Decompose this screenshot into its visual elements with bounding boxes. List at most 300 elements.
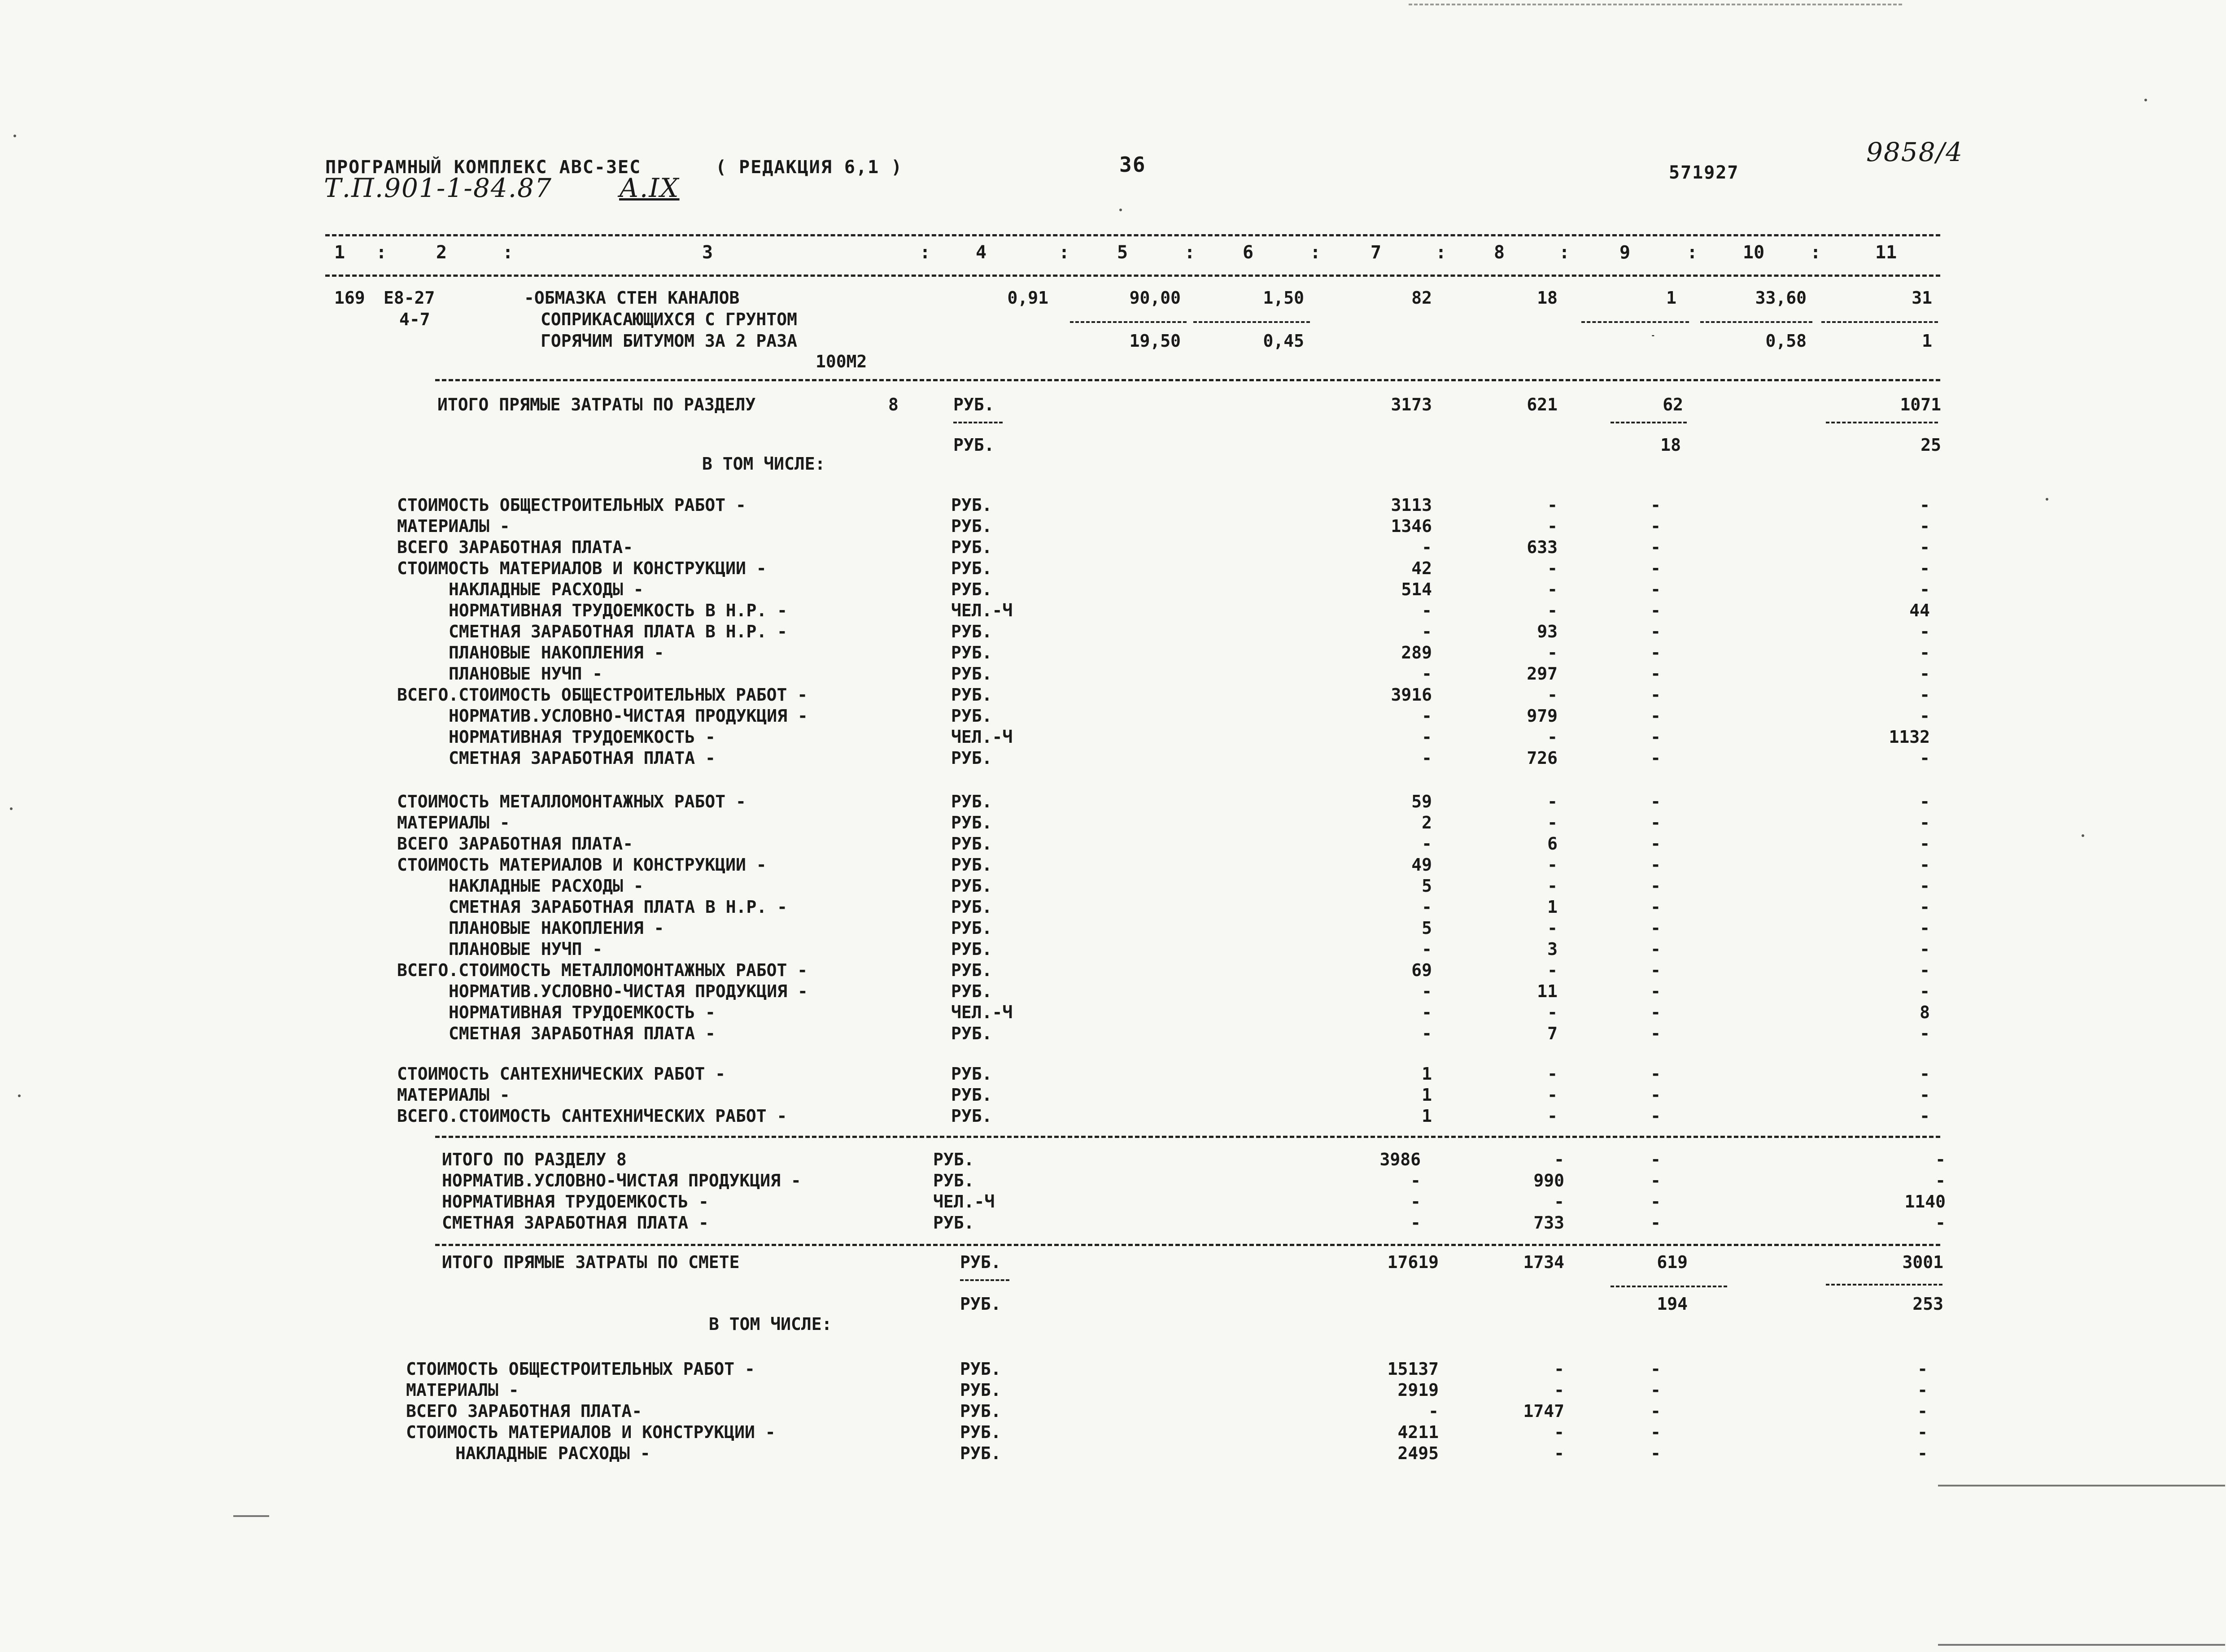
row-unit: РУБ. [951, 981, 992, 1001]
row-col9: - [1650, 1192, 1661, 1212]
breakdown-row [0, 1106, 2226, 1127]
row-col7: 3986 [1379, 1150, 1421, 1169]
row-col8: - [1547, 685, 1558, 705]
breakdown-row [0, 685, 2226, 706]
estimate-col9: 619 [1657, 1252, 1688, 1272]
handwritten-reference: 9858/4 [1866, 137, 1964, 167]
column-separator: : [502, 242, 514, 263]
row-unit: РУБ. [951, 643, 992, 663]
row-col11: - [1935, 1171, 1946, 1190]
row-label: ВСЕГО ЗАРАБОТНАЯ ПЛАТА- [397, 834, 633, 854]
unit: РУБ. [960, 1294, 1001, 1314]
column-separator: : [1810, 242, 1821, 263]
row-col8: - [1547, 727, 1558, 747]
row-unit: РУБ. [951, 876, 992, 896]
row-col7: - [1422, 981, 1432, 1001]
row-col7: 2919 [1397, 1380, 1439, 1400]
row-col11: - [1920, 897, 1930, 917]
row-col9: - [1650, 580, 1661, 599]
row-col7: 5 [1422, 918, 1432, 938]
row-unit: РУБ. [951, 622, 992, 641]
breakdown-row [0, 1003, 2226, 1024]
cell-underline [1611, 1286, 1727, 1287]
row-col11: - [1920, 558, 1930, 578]
row-col9: - [1650, 897, 1661, 917]
row-col11: - [1917, 1422, 1928, 1442]
row-col7: - [1422, 622, 1432, 641]
breakdown-row [0, 516, 2226, 537]
row-label: НОРМАТИВ.УСЛОВНО-ЧИСТАЯ ПРОДУКЦИЯ - [449, 981, 808, 1001]
row-col8: - [1554, 1192, 1564, 1212]
row-col7: 1 [1422, 1085, 1432, 1105]
item-row [0, 288, 2226, 309]
row-col7: - [1422, 1024, 1432, 1043]
item-code: Е8-27 [384, 288, 435, 308]
row-col8: - [1547, 792, 1558, 811]
row-col11: - [1920, 1024, 1930, 1043]
section-total-row-2 [0, 435, 2226, 456]
column-number: 4 [976, 242, 987, 263]
estimate-col7: 17619 [1387, 1252, 1439, 1272]
row-col9: - [1650, 834, 1661, 854]
row-label: СМЕТНАЯ ЗАРАБОТНАЯ ПЛАТА В Н.Р. - [449, 622, 787, 641]
row-col9: - [1650, 495, 1661, 515]
row-col9: - [1650, 1213, 1661, 1233]
dash: - [1651, 331, 1655, 340]
row-col9: - [1650, 813, 1661, 833]
page-number: 36 [1119, 153, 1146, 177]
row-unit: РУБ. [951, 897, 992, 917]
row-label: СМЕТНАЯ ЗАРАБОТНАЯ ПЛАТА - [449, 1024, 716, 1043]
row-unit: РУБ. [951, 813, 992, 833]
row-col7: - [1410, 1171, 1421, 1190]
row-col8: - [1554, 1359, 1564, 1379]
row-col11: - [1917, 1443, 1928, 1463]
breakdown-row [0, 918, 2226, 939]
breakdown-row [0, 897, 2226, 918]
row-col11: - [1920, 1106, 1930, 1126]
cell-underline [1826, 1284, 1942, 1286]
total-col9-wage: 18 [1660, 435, 1681, 455]
row-unit: РУБ. [960, 1380, 1001, 1400]
row-col11: - [1920, 1064, 1930, 1084]
row-unit: РУБ. [951, 516, 992, 536]
breakdown-row [0, 495, 2226, 516]
row-col8: - [1547, 495, 1558, 515]
estimate-col11: 3001 [1902, 1252, 1943, 1272]
row-col11: - [1920, 643, 1930, 663]
row-unit: РУБ. [951, 580, 992, 599]
row-unit: РУБ. [951, 855, 992, 875]
row-col8: 979 [1527, 706, 1558, 726]
section-total-label: ИТОГО ПРЯМЫЕ ЗАТРАТЫ ПО РАЗДЕЛУ [437, 395, 756, 414]
row-col11: - [1920, 537, 1930, 557]
item-cost-col8: 18 [1537, 288, 1558, 308]
row-col11: 8 [1920, 1003, 1930, 1022]
item-quantity: 0,91 [1007, 288, 1048, 308]
row-col9: - [1650, 918, 1661, 938]
row-col8: 633 [1527, 537, 1558, 557]
item-wage-col5: 19,50 [1129, 331, 1181, 351]
item-wage-col6: 0,45 [1263, 331, 1304, 351]
row-col11: - [1920, 813, 1930, 833]
scan-artifact [1938, 1485, 2225, 1486]
row-col11: 1132 [1889, 727, 1930, 747]
breakdown-row [0, 558, 2226, 580]
row-label: ВСЕГО.СТОИМОСТЬ САНТЕХНИЧЕСКИХ РАБОТ - [397, 1106, 787, 1126]
row-label: НОРМАТИВНАЯ ТРУДОЕМКОСТЬ - [442, 1192, 709, 1212]
row-col7: 3916 [1391, 685, 1432, 705]
breakdown-row [0, 834, 2226, 855]
column-number: 10 [1743, 242, 1765, 263]
row-col9: - [1650, 516, 1661, 536]
row-unit: РУБ. [951, 1085, 992, 1105]
row-col8: 726 [1527, 748, 1558, 768]
section-summary-rule [435, 1136, 1940, 1138]
row-col11: - [1920, 685, 1930, 705]
breakdown-row [0, 1213, 2226, 1234]
item-description: -ОБМАЗКА СТЕН КАНАЛОВ [524, 288, 740, 308]
row-col11: - [1920, 516, 1930, 536]
row-col7: - [1422, 664, 1432, 684]
row-col8: - [1547, 1064, 1558, 1084]
row-unit: РУБ. [951, 537, 992, 557]
breakdown-row [0, 792, 2226, 813]
row-unit: РУБ. [960, 1359, 1001, 1379]
row-col7: 5 [1422, 876, 1432, 896]
row-col9: - [1650, 622, 1661, 641]
item-cost-col6: 1,50 [1263, 288, 1304, 308]
unit: РУБ. [960, 1252, 1001, 1272]
breakdown-row [0, 727, 2226, 748]
item-cost-col5: 90,00 [1129, 288, 1181, 308]
row-label: НОРМАТИВ.УСЛОВНО-ЧИСТАЯ ПРОДУКЦИЯ - [442, 1171, 801, 1190]
row-col9: - [1650, 792, 1661, 811]
column-separator: : [376, 242, 387, 263]
breakdown-row [0, 1064, 2226, 1085]
row-col8: - [1547, 813, 1558, 833]
row-col11: - [1920, 580, 1930, 599]
document-code: 571927 [1669, 162, 1739, 183]
header-rule-bottom [325, 275, 1940, 277]
row-label: ВСЕГО.СТОИМОСТЬ ОБЩЕСТРОИТЕЛЬНЫХ РАБОТ - [397, 685, 808, 705]
item-cost-col11: 31 [1912, 288, 1932, 308]
breakdown-row [0, 580, 2226, 601]
row-col8: - [1547, 918, 1558, 938]
item-number: 169 [334, 288, 365, 308]
row-label: СТОИМОСТЬ ОБЩЕСТРОИТЕЛЬНЫХ РАБОТ - [406, 1359, 755, 1379]
breakdown-row [0, 537, 2226, 558]
row-col11: - [1920, 622, 1930, 641]
total-col8: 621 [1527, 395, 1558, 414]
row-col11: - [1920, 495, 1930, 515]
row-col8: - [1547, 1085, 1558, 1105]
item-unit-row [0, 352, 2226, 373]
row-col11: - [1920, 1085, 1930, 1105]
row-col8: - [1554, 1380, 1564, 1400]
column-separator: : [1310, 242, 1321, 263]
row-col9: - [1650, 1422, 1661, 1442]
column-separator: : [1436, 242, 1447, 263]
row-col8: - [1554, 1150, 1564, 1169]
total-col7: 3173 [1391, 395, 1432, 414]
row-unit: РУБ. [933, 1150, 974, 1169]
row-unit: РУБ. [951, 685, 992, 705]
row-col9: - [1650, 981, 1661, 1001]
row-label: МАТЕРИАЛЫ - [397, 1085, 510, 1105]
row-col9: - [1650, 1401, 1661, 1421]
row-col11: - [1917, 1380, 1928, 1400]
row-col7: 514 [1401, 580, 1432, 599]
row-unit: РУБ. [951, 792, 992, 811]
row-col8: - [1547, 960, 1558, 980]
estimate-total-row [0, 1252, 2226, 1273]
row-col11: - [1920, 960, 1930, 980]
estimate-rule [435, 1244, 1940, 1246]
scan-speck [2082, 834, 2084, 837]
row-col9: - [1650, 1150, 1661, 1169]
breakdown-row [0, 1150, 2226, 1171]
cell-underline [1611, 422, 1687, 423]
total-col9: 62 [1663, 395, 1683, 414]
estimate-col9-wage: 194 [1657, 1294, 1688, 1314]
scan-speck [2046, 498, 2048, 501]
scan-speck [13, 135, 16, 137]
scan-speck [10, 807, 13, 810]
section-rule [435, 379, 1940, 381]
row-col11: 44 [1909, 601, 1930, 620]
column-separator: : [1687, 242, 1698, 263]
row-col8: - [1547, 876, 1558, 896]
row-unit: РУБ. [951, 939, 992, 959]
row-label: МАТЕРИАЛЫ - [406, 1380, 519, 1400]
row-col11: - [1920, 918, 1930, 938]
row-col9: - [1650, 537, 1661, 557]
row-label: НАКЛАДНЫЕ РАСХОДЫ - [449, 876, 644, 896]
breakdown-row [0, 855, 2226, 876]
row-col7: 2495 [1397, 1443, 1439, 1463]
breakdown-row [0, 706, 2226, 727]
row-col9: - [1650, 1003, 1661, 1022]
row-label: ВСЕГО ЗАРАБОТНАЯ ПЛАТА- [406, 1401, 642, 1421]
item-description: СОПРИКАСАЮЩИХСЯ С ГРУНТОМ [541, 309, 797, 329]
row-col8: 93 [1537, 622, 1558, 641]
row-col7: 1 [1422, 1064, 1432, 1084]
row-col7: - [1422, 537, 1432, 557]
row-col9: - [1650, 748, 1661, 768]
row-unit: РУБ. [951, 558, 992, 578]
breakdown-row [0, 664, 2226, 685]
row-col11: - [1920, 834, 1930, 854]
row-col8: 733 [1533, 1213, 1564, 1233]
row-label: НОРМАТИВ.УСЛОВНО-ЧИСТАЯ ПРОДУКЦИЯ - [449, 706, 808, 726]
row-col9: - [1650, 558, 1661, 578]
row-label: СТОИМОСТЬ САНТЕХНИЧЕСКИХ РАБОТ - [397, 1064, 726, 1084]
row-col7: - [1410, 1213, 1421, 1233]
row-label: МАТЕРИАЛЫ - [397, 516, 510, 536]
row-col9: - [1650, 1380, 1661, 1400]
handwritten-album: А.IX [619, 173, 680, 203]
item-row-cont [0, 331, 2226, 352]
cell-underline [953, 422, 1003, 423]
scan-speck [2144, 99, 2147, 101]
edition-label: ( РЕДАКЦИЯ 6,1 ) [716, 157, 903, 178]
unit: РУБ. [953, 395, 995, 414]
row-col8: - [1547, 516, 1558, 536]
row-col11: - [1920, 792, 1930, 811]
row-unit: ЧЕЛ.-Ч [951, 727, 1013, 747]
in-that-label-row [0, 1314, 2226, 1335]
row-col11: - [1920, 981, 1930, 1001]
item-wage-col10: 0,58 [1765, 331, 1807, 351]
row-unit: ЧЕЛ.-Ч [951, 601, 1013, 620]
row-col9: - [1650, 1064, 1661, 1084]
row-label: СТОИМОСТЬ ОБЩЕСТРОИТЕЛЬНЫХ РАБОТ - [397, 495, 746, 515]
row-label: НАКЛАДНЫЕ РАСХОДЫ - [449, 580, 644, 599]
breakdown-row [0, 939, 2226, 960]
scan-artifact [1938, 1644, 2225, 1646]
row-label: НОРМАТИВНАЯ ТРУДОЕМКОСТЬ - [449, 727, 716, 747]
scan-speck [1119, 209, 1122, 211]
row-col7: - [1422, 601, 1432, 620]
in-that-label: В ТОМ ЧИСЛЕ: [709, 1314, 832, 1334]
row-col7: 49 [1411, 855, 1432, 875]
item-code: 4-7 [399, 309, 430, 329]
item-wage-col11: 1 [1922, 331, 1932, 351]
item-cost-col9: 1 [1666, 288, 1676, 308]
row-label: СМЕТНАЯ ЗАРАБОТНАЯ ПЛАТА В Н.Р. - [449, 897, 787, 917]
row-col7: - [1410, 1192, 1421, 1212]
section-number: 8 [888, 395, 899, 414]
item-row-cont [0, 309, 2226, 331]
row-col7: - [1422, 1003, 1432, 1022]
row-col11: - [1935, 1213, 1946, 1233]
row-unit: РУБ. [960, 1422, 1001, 1442]
breakdown-row [0, 601, 2226, 622]
row-col9: - [1650, 664, 1661, 684]
row-col9: - [1650, 1106, 1661, 1126]
row-col9: - [1650, 1359, 1661, 1379]
row-col8: - [1547, 1003, 1558, 1022]
row-label: ПЛАНОВЫЕ НАКОПЛЕНИЯ - [449, 643, 664, 663]
row-col8: 1747 [1523, 1401, 1564, 1421]
cell-underline [1700, 321, 1812, 323]
row-col7: - [1422, 727, 1432, 747]
row-label: СТОИМОСТЬ МАТЕРИАЛОВ И КОНСТРУКЦИИ - [406, 1422, 776, 1442]
column-number: 1 [334, 242, 345, 263]
row-col8: 6 [1547, 834, 1558, 854]
row-col11: - [1920, 706, 1930, 726]
row-unit: РУБ. [951, 664, 992, 684]
row-unit: РУБ. [951, 748, 992, 768]
row-col9: - [1650, 1085, 1661, 1105]
in-that-label: В ТОМ ЧИСЛЕ: [702, 454, 825, 474]
row-col9: - [1650, 1171, 1661, 1190]
row-label: ПЛАНОВЫЕ НАКОПЛЕНИЯ - [449, 918, 664, 938]
row-label: НОРМАТИВНАЯ ТРУДОЕМКОСТЬ - [449, 1003, 716, 1022]
row-label: ИТОГО ПО РАЗДЕЛУ 8 [442, 1150, 627, 1169]
row-label: СТОИМОСТЬ МЕТАЛЛОМОНТАЖНЫХ РАБОТ - [397, 792, 746, 811]
row-col8: - [1547, 1106, 1558, 1126]
row-col7: - [1428, 1401, 1439, 1421]
row-unit: РУБ. [951, 918, 992, 938]
row-col8: 7 [1547, 1024, 1558, 1043]
row-label: ВСЕГО.СТОИМОСТЬ МЕТАЛЛОМОНТАЖНЫХ РАБОТ - [397, 960, 808, 980]
row-unit: РУБ. [951, 1024, 992, 1043]
row-col11: - [1920, 876, 1930, 896]
item-cost-col7: 82 [1411, 288, 1432, 308]
breakdown-row [0, 1443, 2226, 1465]
scan-artifact [1409, 4, 1902, 5]
row-unit: РУБ. [933, 1213, 974, 1233]
breakdown-row [0, 1024, 2226, 1045]
estimate-total-label: ИТОГО ПРЯМЫЕ ЗАТРАТЫ ПО СМЕТЕ [442, 1252, 740, 1272]
row-col9: - [1650, 1024, 1661, 1043]
row-col8: - [1554, 1443, 1564, 1463]
cell-underline [1821, 321, 1938, 323]
item-unit: 100М2 [816, 352, 867, 371]
column-number: 2 [436, 242, 447, 263]
row-label: СМЕТНАЯ ЗАРАБОТНАЯ ПЛАТА - [449, 748, 716, 768]
row-unit: ЧЕЛ.-Ч [933, 1192, 995, 1212]
row-col7: - [1422, 706, 1432, 726]
row-label: НОРМАТИВНАЯ ТРУДОЕМКОСТЬ В Н.Р. - [449, 601, 787, 620]
breakdown-row [0, 1192, 2226, 1213]
column-number: 9 [1619, 242, 1631, 263]
row-col11: - [1917, 1359, 1928, 1379]
program-title: ПРОГРАМНЫЙ КОМПЛЕКС АВС-3ЕС [325, 157, 642, 178]
row-label: СТОИМОСТЬ МАТЕРИАЛОВ И КОНСТРУКЦИИ - [397, 855, 767, 875]
row-col8: - [1554, 1422, 1564, 1442]
row-col7: 59 [1411, 792, 1432, 811]
row-col11: - [1920, 748, 1930, 768]
breakdown-row [0, 643, 2226, 664]
row-col8: - [1547, 643, 1558, 663]
cell-underline [960, 1279, 1009, 1281]
section-total-row [0, 395, 2226, 416]
row-unit: РУБ. [951, 1106, 992, 1126]
row-col7: 3113 [1391, 495, 1432, 515]
row-label: ПЛАНОВЫЕ НУЧП - [449, 939, 603, 959]
row-col11: - [1920, 939, 1930, 959]
breakdown-row [0, 1359, 2226, 1380]
item-description: ГОРЯЧИМ БИТУМОМ ЗА 2 РАЗА [541, 331, 797, 351]
breakdown-row [0, 1171, 2226, 1192]
row-unit: РУБ. [951, 495, 992, 515]
row-col9: - [1650, 727, 1661, 747]
in-that-label-row [0, 454, 2226, 475]
column-number: 8 [1494, 242, 1505, 263]
scan-artifact [233, 1515, 269, 1517]
cell-underline [1581, 321, 1689, 323]
column-number: 3 [702, 242, 713, 263]
column-number: 6 [1243, 242, 1254, 263]
breakdown-row [0, 1422, 2226, 1443]
row-label: МАТЕРИАЛЫ - [397, 813, 510, 833]
row-col9: - [1650, 1443, 1661, 1463]
row-col9: - [1650, 643, 1661, 663]
scan-speck [18, 1094, 21, 1097]
row-unit: РУБ. [933, 1171, 974, 1190]
row-col9: - [1650, 855, 1661, 875]
row-col9: - [1650, 960, 1661, 980]
breakdown-row [0, 622, 2226, 643]
row-col9: - [1650, 939, 1661, 959]
column-separator: : [920, 242, 931, 263]
row-label: ПЛАНОВЫЕ НУЧП - [449, 664, 603, 684]
breakdown-row [0, 960, 2226, 981]
total-col11: 1071 [1900, 395, 1941, 414]
